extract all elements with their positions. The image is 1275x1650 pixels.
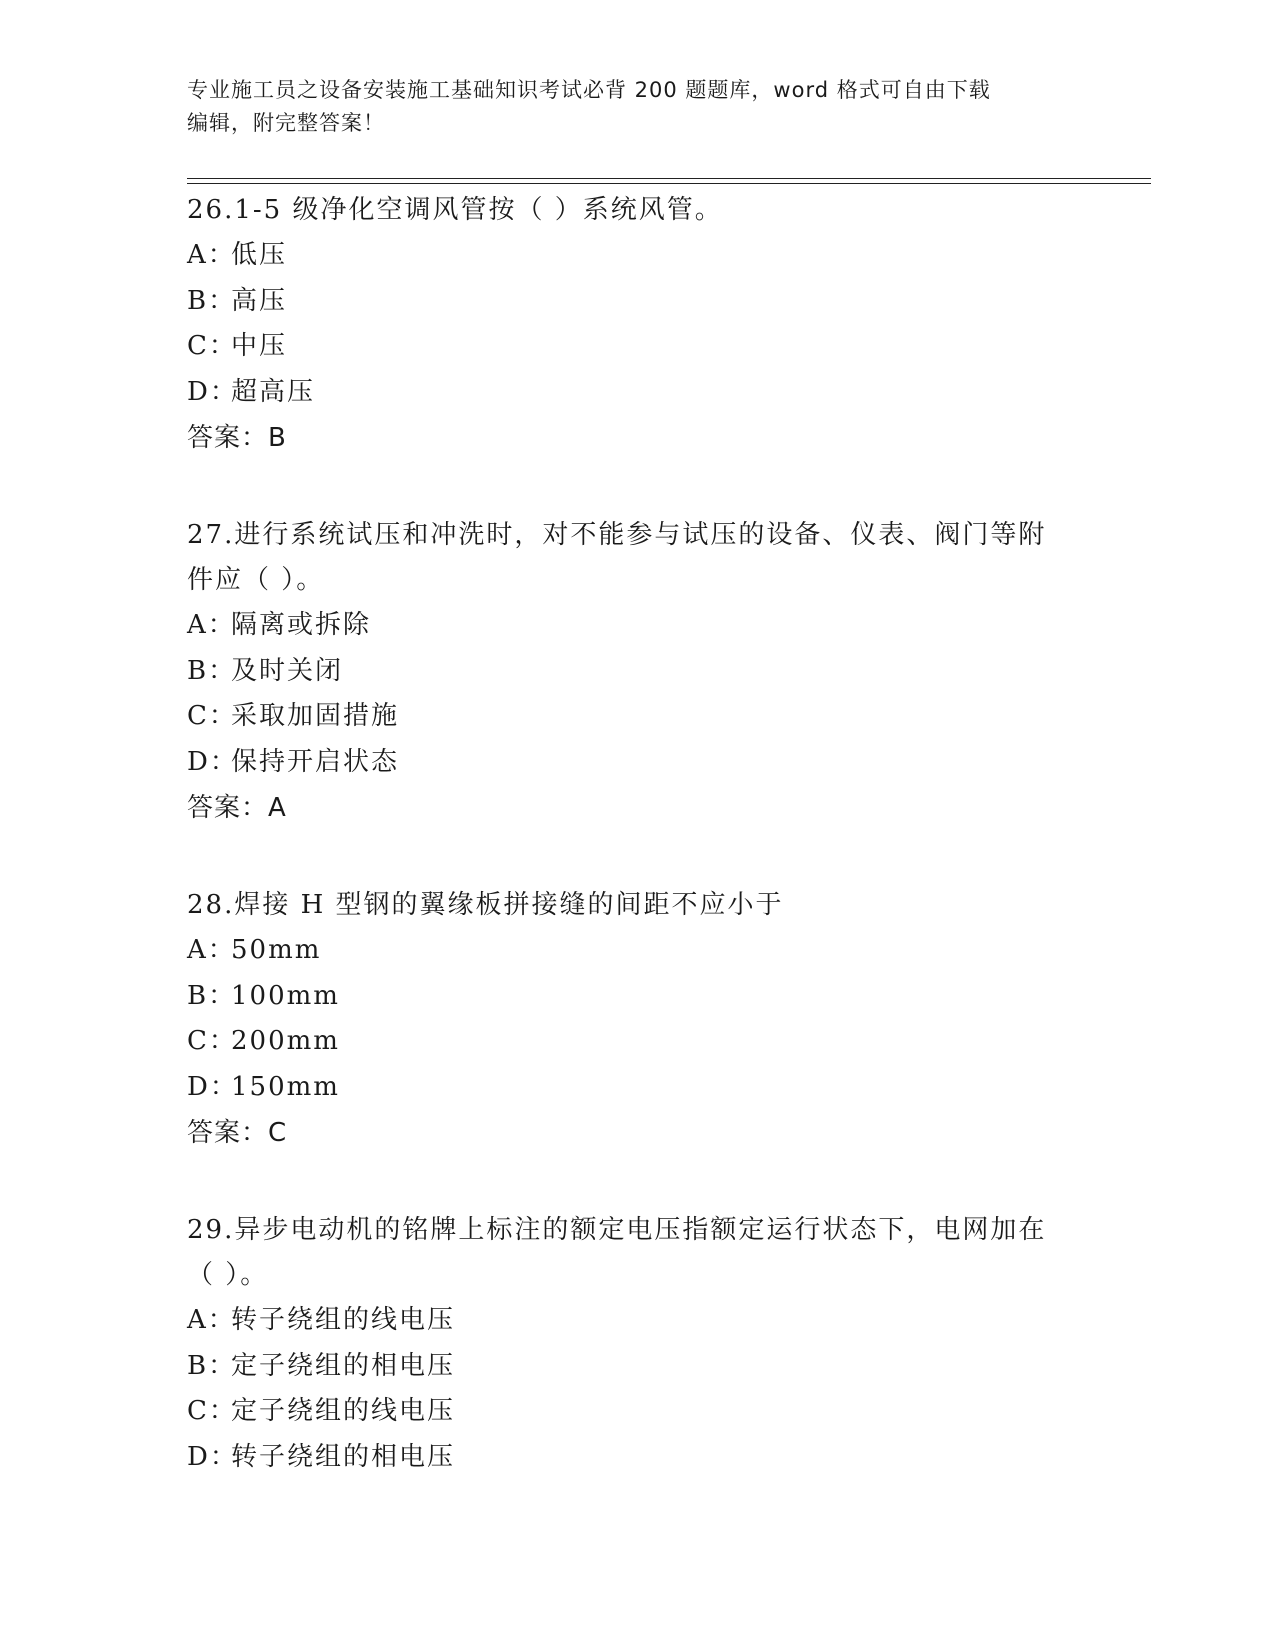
option-key: A： bbox=[187, 935, 236, 965]
option-text: 150mm bbox=[231, 1071, 340, 1102]
option-c bbox=[187, 1389, 1087, 1435]
question-stem bbox=[187, 188, 1087, 233]
option-b bbox=[187, 1344, 1087, 1390]
stem-line: 件应（ ）。 bbox=[187, 565, 325, 595]
option-a bbox=[187, 233, 1087, 279]
option-key: D： bbox=[187, 1071, 238, 1102]
question-29 bbox=[187, 1208, 1087, 1480]
header-divider-bottom bbox=[187, 183, 1151, 184]
header-divider-top bbox=[187, 178, 1151, 179]
option-text: 高压 bbox=[231, 285, 288, 316]
option-key: D： bbox=[187, 376, 238, 407]
option-text: 50mm bbox=[231, 935, 322, 965]
option-d bbox=[187, 740, 1087, 786]
option-key: D： bbox=[187, 746, 238, 777]
option-c bbox=[187, 324, 1087, 370]
option-text: 200mm bbox=[231, 1026, 340, 1056]
option-a bbox=[187, 1298, 1087, 1344]
option-text: 定子绕组的线电压 bbox=[231, 1396, 456, 1426]
option-key: A： bbox=[187, 1305, 236, 1335]
option-key: B： bbox=[187, 655, 237, 686]
question-stem bbox=[187, 513, 1087, 603]
question-27 bbox=[187, 513, 1087, 831]
option-c bbox=[187, 694, 1087, 740]
question-stem bbox=[187, 883, 1087, 928]
option-b bbox=[187, 279, 1087, 325]
option-a bbox=[187, 603, 1087, 649]
option-text: 转子绕组的线电压 bbox=[231, 1305, 456, 1335]
question-stem bbox=[187, 1208, 1087, 1298]
option-key: B： bbox=[187, 1350, 237, 1381]
answer-line: 答案：B bbox=[187, 423, 287, 453]
header-line: 专业施工员之设备安装施工基础知识考试必背 200 题题库，word 格式可自由下载 bbox=[187, 78, 991, 102]
stem-line: 29.异步电动机的铭牌上标注的额定电压指额定运行状态下，电网加在 bbox=[187, 1215, 1047, 1245]
option-text: 定子绕组的相电压 bbox=[231, 1350, 456, 1381]
option-d bbox=[187, 370, 1087, 416]
option-key: C： bbox=[187, 701, 237, 731]
option-text: 100mm bbox=[231, 980, 340, 1011]
answer-line: 答案：C bbox=[187, 1118, 288, 1148]
option-b bbox=[187, 974, 1087, 1020]
answer-line: 答案：A bbox=[187, 793, 287, 823]
option-c bbox=[187, 1019, 1087, 1065]
option-key: C： bbox=[187, 1396, 237, 1426]
option-text: 低压 bbox=[231, 240, 288, 270]
header-line: 编辑，附完整答案！ bbox=[187, 111, 385, 135]
option-key: A： bbox=[187, 610, 236, 640]
option-a bbox=[187, 928, 1087, 974]
option-b bbox=[187, 649, 1087, 695]
option-d bbox=[187, 1065, 1087, 1111]
stem-line: （ ）。 bbox=[187, 1260, 269, 1290]
option-text: 保持开启状态 bbox=[231, 746, 400, 777]
option-key: B： bbox=[187, 980, 237, 1011]
option-key: A： bbox=[187, 240, 236, 270]
stem-line: 27.进行系统试压和冲洗时，对不能参与试压的设备、仪表、阀门等附 bbox=[187, 520, 1047, 550]
option-key: D： bbox=[187, 1441, 238, 1472]
question-list bbox=[187, 188, 1087, 1532]
option-text: 中压 bbox=[231, 331, 288, 361]
option-text: 及时关闭 bbox=[231, 655, 344, 686]
option-key: B： bbox=[187, 285, 237, 316]
option-key: C： bbox=[187, 331, 237, 361]
option-text: 采取加固措施 bbox=[231, 701, 400, 731]
option-key: C： bbox=[187, 1026, 237, 1056]
stem-line: 28.焊接 H 型钢的翼缘板拼接缝的间距不应小于 bbox=[187, 890, 784, 920]
question-26 bbox=[187, 188, 1087, 461]
question-28 bbox=[187, 883, 1087, 1156]
stem-line: 26.1-5 级净化空调风管按（ ）系统风管。 bbox=[187, 195, 723, 225]
option-text: 转子绕组的相电压 bbox=[231, 1441, 456, 1472]
option-d bbox=[187, 1435, 1087, 1481]
document-header bbox=[187, 74, 1087, 140]
option-text: 超高压 bbox=[231, 376, 316, 407]
option-text: 隔离或拆除 bbox=[231, 610, 372, 640]
